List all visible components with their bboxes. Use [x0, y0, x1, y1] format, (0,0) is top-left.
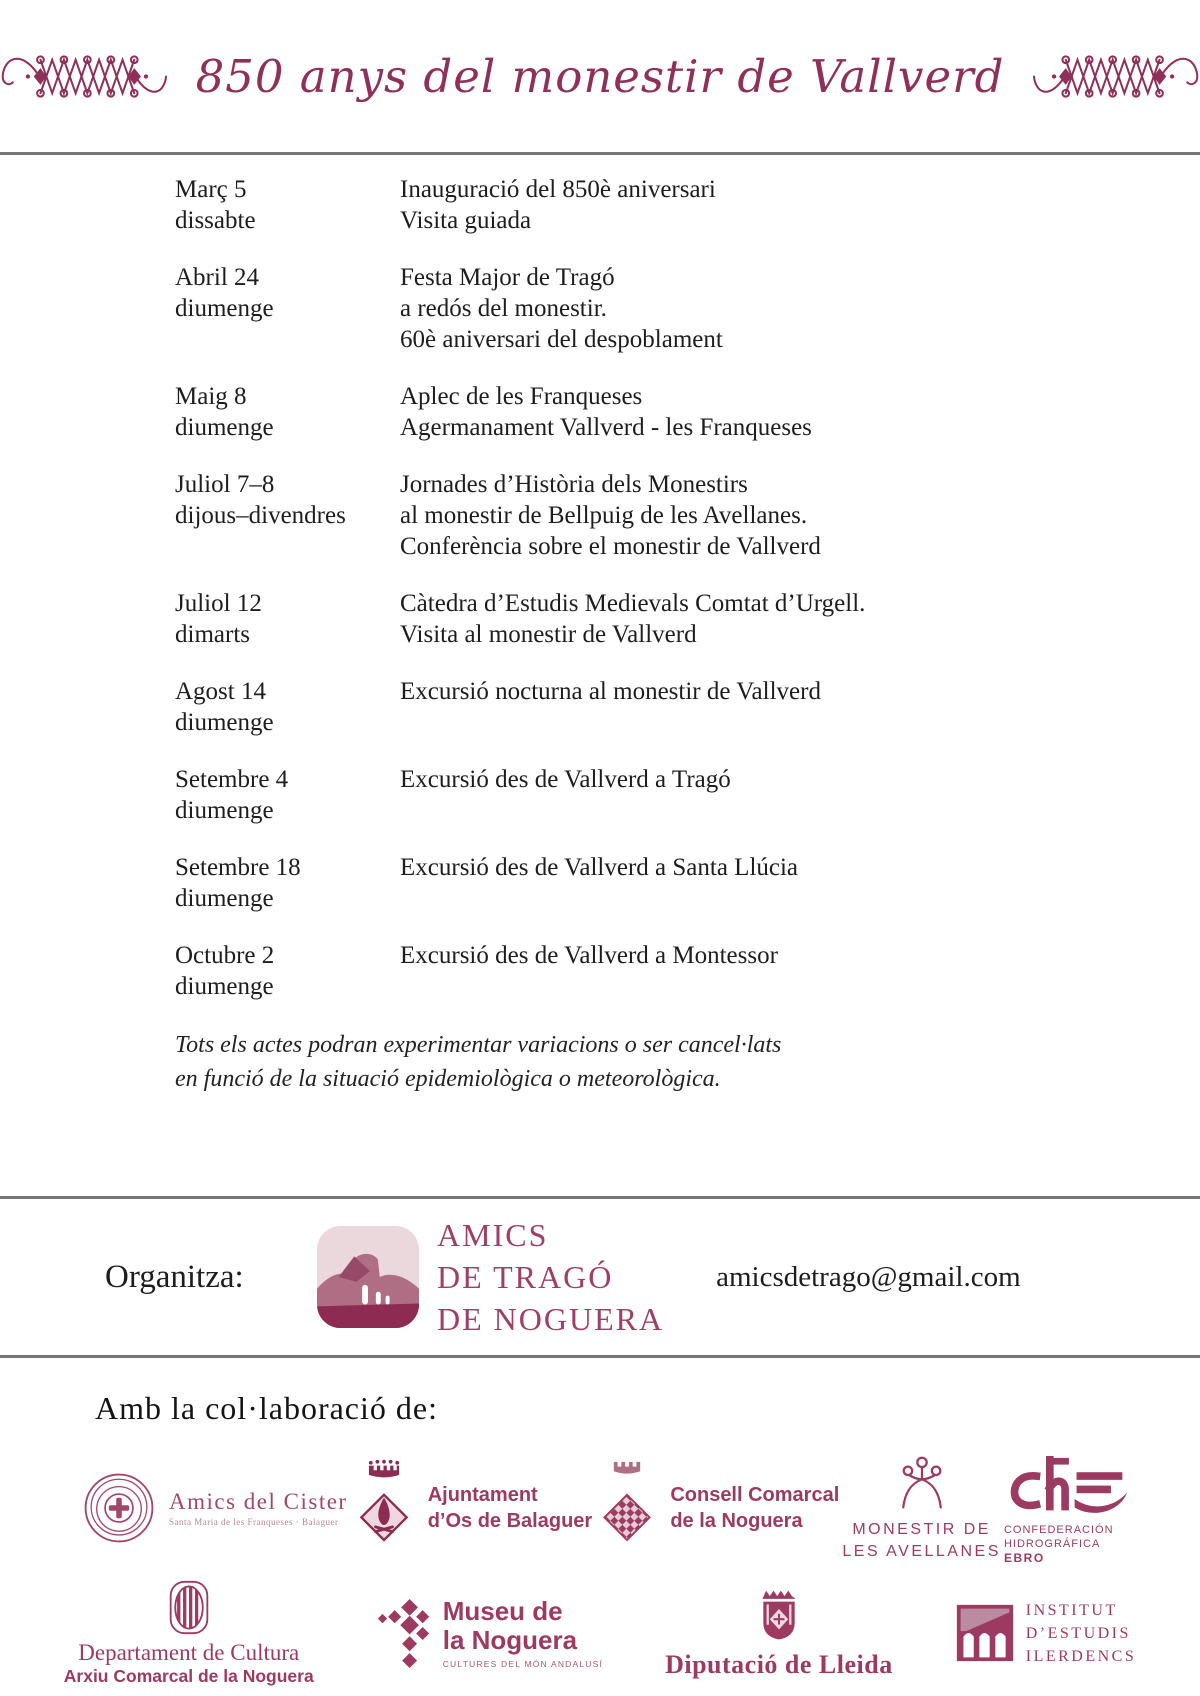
entry-description	[400, 469, 821, 562]
institut-line: D’ESTUDIS	[1025, 1624, 1131, 1642]
organizer-logo	[317, 1214, 664, 1340]
entry-line: Agermanament Vallverd - les Franqueses	[400, 414, 812, 441]
logo-amics-del-cister	[80, 1469, 348, 1547]
collaboration-section	[0, 1390, 1200, 1696]
ajuntament-line: Ajuntament	[427, 1484, 538, 1506]
organizer-name-line: DE NOGUERA	[437, 1301, 665, 1337]
museu-text	[443, 1597, 603, 1669]
cultura-line2: Arxiu Comarcal de la Noguera	[63, 1666, 314, 1686]
entry-line: Visita guiada	[400, 207, 532, 234]
che-text	[1004, 1523, 1114, 1565]
entry-line: 60è aniversari del despoblament	[400, 326, 723, 353]
note-line: en funció de la situació epidemiològica o meteorològica.	[175, 1066, 721, 1092]
entry-date: Octubre 2	[175, 942, 275, 969]
collaboration-logos-row-2	[0, 1573, 1200, 1693]
generalitat-shield-icon	[167, 1579, 211, 1636]
consell-line: Consell Comarcal	[670, 1484, 840, 1506]
che-ebro-line: EBRO	[1003, 1550, 1045, 1565]
entry-description	[400, 174, 716, 236]
entry-line: Festa Major de Tragó	[400, 264, 615, 291]
entry-description	[400, 764, 731, 826]
museu-name-line: la Noguera	[442, 1625, 578, 1655]
entry-date-column	[175, 588, 400, 650]
entry-date: Maig 8	[175, 383, 247, 410]
schedule-entry	[175, 381, 1160, 443]
os-de-balaguer-coat-of-arms-icon	[351, 1458, 417, 1558]
cister-title: Amics del Cister	[169, 1489, 348, 1514]
entry-line: Inauguració del 850è aniversari	[400, 176, 716, 203]
entry-date-column	[175, 469, 400, 562]
museu-subtitle: CULTURES DEL MÓN ANDALUSÍ	[442, 1659, 604, 1669]
che-line: HIDROGRÁFICA	[1003, 1537, 1101, 1550]
monestir-avellanes-tree-icon	[892, 1453, 952, 1513]
museu-name-line: Museu de	[442, 1596, 563, 1626]
entry-date-column	[175, 676, 400, 738]
museu-diamond-cluster-icon	[376, 1597, 432, 1670]
entry-date: Setembre 18	[175, 854, 301, 881]
ajuntament-line: d’Os de Balaguer	[427, 1510, 593, 1532]
entry-date-column	[175, 940, 400, 1002]
entry-date-column	[175, 764, 400, 826]
schedule-entry	[175, 676, 1160, 738]
entry-date: Abril 24	[175, 264, 260, 291]
poster-title: 850 anys del monestir de Vallverd	[195, 49, 1005, 103]
entry-line: Càtedra d’Estudis Medievals Comtat d’Urgell.	[400, 590, 866, 617]
che-wordmark-icon	[1004, 1452, 1130, 1523]
entry-weekday: diumenge	[175, 797, 274, 824]
entry-weekday: diumenge	[175, 885, 274, 912]
entry-date: Agost 14	[175, 678, 266, 705]
entry-weekday: dimarts	[175, 621, 250, 648]
che-line: CONFEDERACIÓN	[1003, 1523, 1114, 1536]
note-line: Tots els actes podran experimentar variacions o ser cancel·lats	[175, 1032, 782, 1058]
organizer-label: Organitza:	[105, 1258, 244, 1295]
schedule-entry	[175, 469, 1160, 562]
organizer-email: amicsdetrago@gmail.com	[716, 1260, 1021, 1293]
collaboration-logos-row-1	[0, 1449, 1200, 1567]
entry-line: Visita al monestir de Vallverd	[400, 621, 697, 648]
schedule-entry	[175, 940, 1160, 1002]
logo-confederacion-hidrografica-ebro	[1004, 1452, 1130, 1565]
entry-weekday: diumenge	[175, 414, 274, 441]
consell-line: de la Noguera	[670, 1510, 803, 1532]
entry-date: Juliol 7–8	[175, 471, 275, 498]
entry-line: Aplec de les Franqueses	[400, 383, 643, 410]
entry-weekday: diumenge	[175, 709, 274, 736]
consell-comarcal-coat-of-arms-icon	[595, 1458, 659, 1558]
event-schedule	[0, 155, 1200, 1196]
entry-description	[400, 381, 812, 443]
consell-text	[670, 1482, 839, 1534]
cancellation-note	[175, 1028, 1160, 1096]
institut-line: INSTITUT	[1025, 1601, 1118, 1619]
cultura-line1: Departament de Cultura	[78, 1640, 300, 1665]
entry-line: a redós del monestir.	[400, 295, 607, 322]
entry-description	[400, 852, 798, 914]
entry-weekday: diumenge	[175, 295, 274, 322]
cister-text	[169, 1489, 348, 1527]
entry-line: Conferència sobre el monestir de Vallverd	[400, 533, 821, 560]
entry-date: Juliol 12	[175, 590, 262, 617]
entry-line: al monestir de Bellpuig de les Avellanes.	[400, 502, 808, 529]
logo-departament-cultura	[64, 1579, 314, 1687]
entry-description	[400, 940, 778, 1002]
monestir-text	[842, 1519, 1001, 1563]
poster-header	[0, 0, 1200, 152]
calligraphic-ornament-left-icon	[0, 43, 168, 110]
entry-date-column	[175, 381, 400, 443]
entry-date-column	[175, 262, 400, 355]
entry-weekday: dijous–divendres	[175, 502, 346, 529]
monestir-line: LES AVELLANES	[842, 1543, 1001, 1560]
diputacio-label: Diputació de Lleida	[665, 1650, 893, 1679]
entry-description	[400, 588, 865, 650]
logo-consell-comarcal-noguera	[595, 1458, 839, 1558]
entry-description	[400, 262, 723, 355]
organizer-name-line: DE TRAGÓ	[437, 1259, 614, 1295]
divider-collaboration-top	[0, 1355, 1200, 1358]
entry-weekday: diumenge	[175, 973, 274, 1000]
institut-line: ILERDENCS	[1025, 1647, 1137, 1665]
schedule-entry	[175, 262, 1160, 355]
organizer-name	[437, 1214, 664, 1340]
entry-line: Excursió des de Vallverd a Montessor	[400, 942, 778, 969]
entry-date-column	[175, 174, 400, 236]
entry-date: Març 5	[175, 176, 247, 203]
entry-line: Excursió des de Vallverd a Santa Llúcia	[400, 854, 799, 881]
entry-line: Excursió des de Vallverd a Tragó	[400, 766, 731, 793]
amics-de-trago-logo-icon	[317, 1226, 419, 1328]
entry-description	[400, 676, 821, 738]
collaboration-heading: Amb la col·laboració de:	[95, 1390, 438, 1426]
institut-text	[1026, 1599, 1137, 1668]
entry-date-column	[175, 852, 400, 914]
diputacio-lleida-shield-icon	[754, 1586, 804, 1645]
ajuntament-text	[428, 1482, 593, 1534]
entry-line: Jornades d’Història dels Monestirs	[400, 471, 748, 498]
entry-date: Setembre 4	[175, 766, 289, 793]
organizer-name-line: AMICS	[437, 1217, 549, 1253]
schedule-entry	[175, 764, 1160, 826]
entry-line: Excursió nocturna al monestir de Vallverd	[400, 678, 821, 705]
monestir-line: MONESTIR DE	[852, 1521, 991, 1538]
institut-cloister-arches-icon	[955, 1603, 1015, 1663]
organizer-band	[0, 1199, 1200, 1355]
logo-ajuntament-os-de-balaguer	[351, 1458, 593, 1558]
logo-institut-estudis-ilerdencs	[955, 1599, 1137, 1668]
logo-museu-noguera	[376, 1597, 603, 1670]
schedule-entry	[175, 174, 1160, 236]
schedule-entry	[175, 588, 1160, 650]
schedule-entry	[175, 852, 1160, 914]
logo-monestir-les-avellanes	[842, 1453, 1001, 1563]
entry-weekday: dissabte	[175, 207, 256, 234]
calligraphic-ornament-right-icon	[1032, 43, 1200, 110]
cister-seal-icon	[80, 1469, 158, 1547]
logo-diputacio-lleida	[665, 1586, 893, 1680]
cister-subtitle: Santa Maria de les Franqueses · Balaguer	[169, 1517, 339, 1527]
